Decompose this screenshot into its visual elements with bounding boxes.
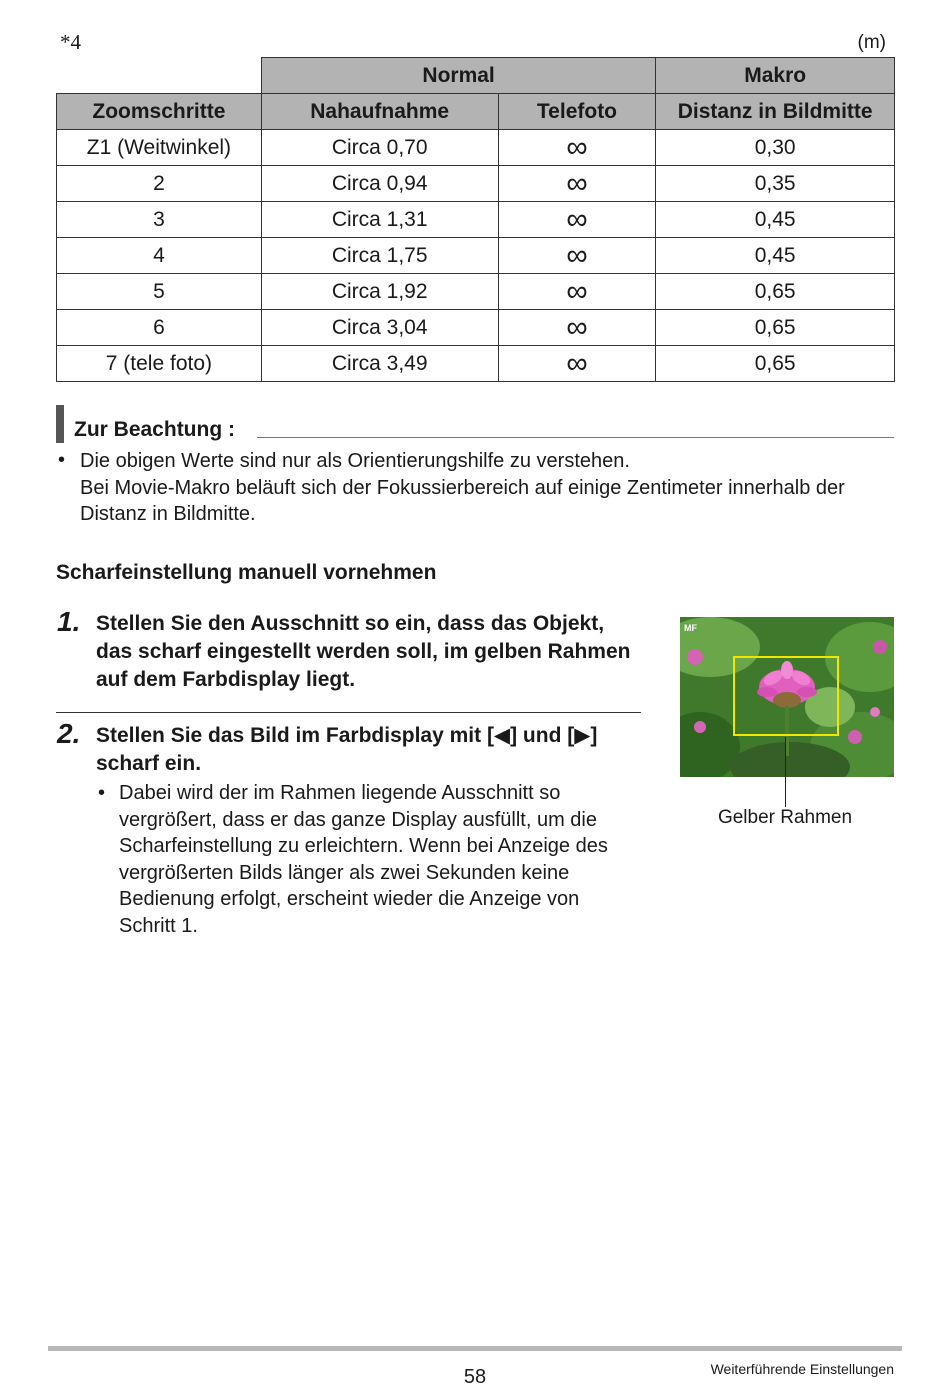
table-cell: 7 (tele foto) bbox=[57, 346, 262, 382]
table-cell: 0,65 bbox=[656, 346, 895, 382]
note-body bbox=[80, 448, 900, 528]
step-divider bbox=[56, 712, 641, 713]
section-title: Scharfeinstellung manuell vornehmen bbox=[56, 561, 437, 584]
table-cell: ∞ bbox=[498, 202, 656, 238]
table-row bbox=[57, 202, 895, 238]
table-group-header-row bbox=[57, 58, 895, 94]
photo-caption: Gelber Rahmen bbox=[717, 807, 853, 828]
flower-photo bbox=[680, 617, 894, 777]
bullet-glyph: • bbox=[58, 449, 66, 471]
note-line: Die obigen Werte sind nur als Orientierungshilfe zu verstehen. bbox=[80, 450, 630, 472]
table-row bbox=[57, 238, 895, 274]
footer-section-name: Weiterführende Einstellungen bbox=[710, 1361, 894, 1377]
page-number: 58 bbox=[463, 1366, 487, 1388]
column-header: Nahaufnahme bbox=[261, 94, 498, 130]
table-cell: Circa 0,70 bbox=[261, 130, 498, 166]
table-corner-cell bbox=[57, 58, 262, 94]
step-subtext: Dabei wird der im Rahmen liegende Ausschnitt so vergrößert, dass er das ganze Display ausfüllt, um die Scharfeinstellung zu erleichtern. Wenn bei Anzeige des vergrößerten Bilds länger als zwei Sekunden keine Bedienung erfolgt, erscheint wieder die Anzeige von Schritt 1. bbox=[119, 782, 608, 937]
focus-range-table bbox=[56, 57, 895, 382]
table-cell: 0,65 bbox=[656, 310, 895, 346]
table-cell: 0,35 bbox=[656, 166, 895, 202]
table-cell: 2 bbox=[57, 166, 262, 202]
table-cell: 3 bbox=[57, 202, 262, 238]
table-cell: Circa 1,92 bbox=[261, 274, 498, 310]
step-number: 2. bbox=[57, 718, 81, 749]
table-cell: Z1 (Weitwinkel) bbox=[57, 130, 262, 166]
footnote-mark: *4 bbox=[60, 30, 81, 54]
step-text: Stellen Sie das Bild im Farbdisplay mit [◀] und [▶] scharf ein. bbox=[96, 724, 598, 775]
table-cell: 0,45 bbox=[656, 238, 895, 274]
table-cell: 4 bbox=[57, 238, 262, 274]
column-header: Distanz in Bildmitte bbox=[656, 94, 895, 130]
unit-label: (m) bbox=[857, 32, 886, 53]
table-cell: Circa 0,94 bbox=[261, 166, 498, 202]
flower-photo-drawing bbox=[680, 617, 894, 777]
note-line: Bei Movie-Makro beläuft sich der Fokussierbereich auf einige Zentimeter innerhalb der Distanz in Bildmitte. bbox=[80, 476, 845, 525]
group-header-makro: Makro bbox=[656, 58, 895, 94]
table-cell: 0,30 bbox=[656, 130, 895, 166]
table-column-header-row bbox=[57, 94, 895, 130]
table-cell: 5 bbox=[57, 274, 262, 310]
mf-label: MF bbox=[684, 623, 697, 633]
note-divider bbox=[257, 437, 894, 438]
table-cell: Circa 1,75 bbox=[261, 238, 498, 274]
table-row bbox=[57, 310, 895, 346]
note-accent-bar bbox=[56, 405, 64, 443]
table-cell: Circa 3,04 bbox=[261, 310, 498, 346]
table-cell: ∞ bbox=[498, 274, 656, 310]
table-cell: 0,45 bbox=[656, 202, 895, 238]
table-row bbox=[57, 130, 895, 166]
bullet-glyph: • bbox=[98, 782, 106, 804]
table-row bbox=[57, 274, 895, 310]
note-title: Zur Beachtung : bbox=[74, 418, 235, 441]
footer-rule bbox=[48, 1346, 902, 1351]
table-cell: Circa 3,49 bbox=[261, 346, 498, 382]
table-cell: ∞ bbox=[498, 238, 656, 274]
table-row bbox=[57, 166, 895, 202]
step-text: Stellen Sie den Ausschnitt so ein, dass das Objekt, das scharf eingestellt werden soll, im gelben Rahmen auf dem Farbdisplay liegt. bbox=[96, 612, 631, 691]
step-number: 1. bbox=[57, 606, 81, 637]
column-header: Telefoto bbox=[498, 94, 656, 130]
table-cell: ∞ bbox=[498, 346, 656, 382]
table-cell: 0,65 bbox=[656, 274, 895, 310]
table-cell: ∞ bbox=[498, 166, 656, 202]
caption-leader-line bbox=[785, 737, 786, 807]
table-cell: 6 bbox=[57, 310, 262, 346]
table-cell: ∞ bbox=[498, 130, 656, 166]
table-cell: Circa 1,31 bbox=[261, 202, 498, 238]
table-row bbox=[57, 346, 895, 382]
table-cell: ∞ bbox=[498, 310, 656, 346]
group-header-normal: Normal bbox=[261, 58, 656, 94]
column-header: Zoomschritte bbox=[57, 94, 262, 130]
